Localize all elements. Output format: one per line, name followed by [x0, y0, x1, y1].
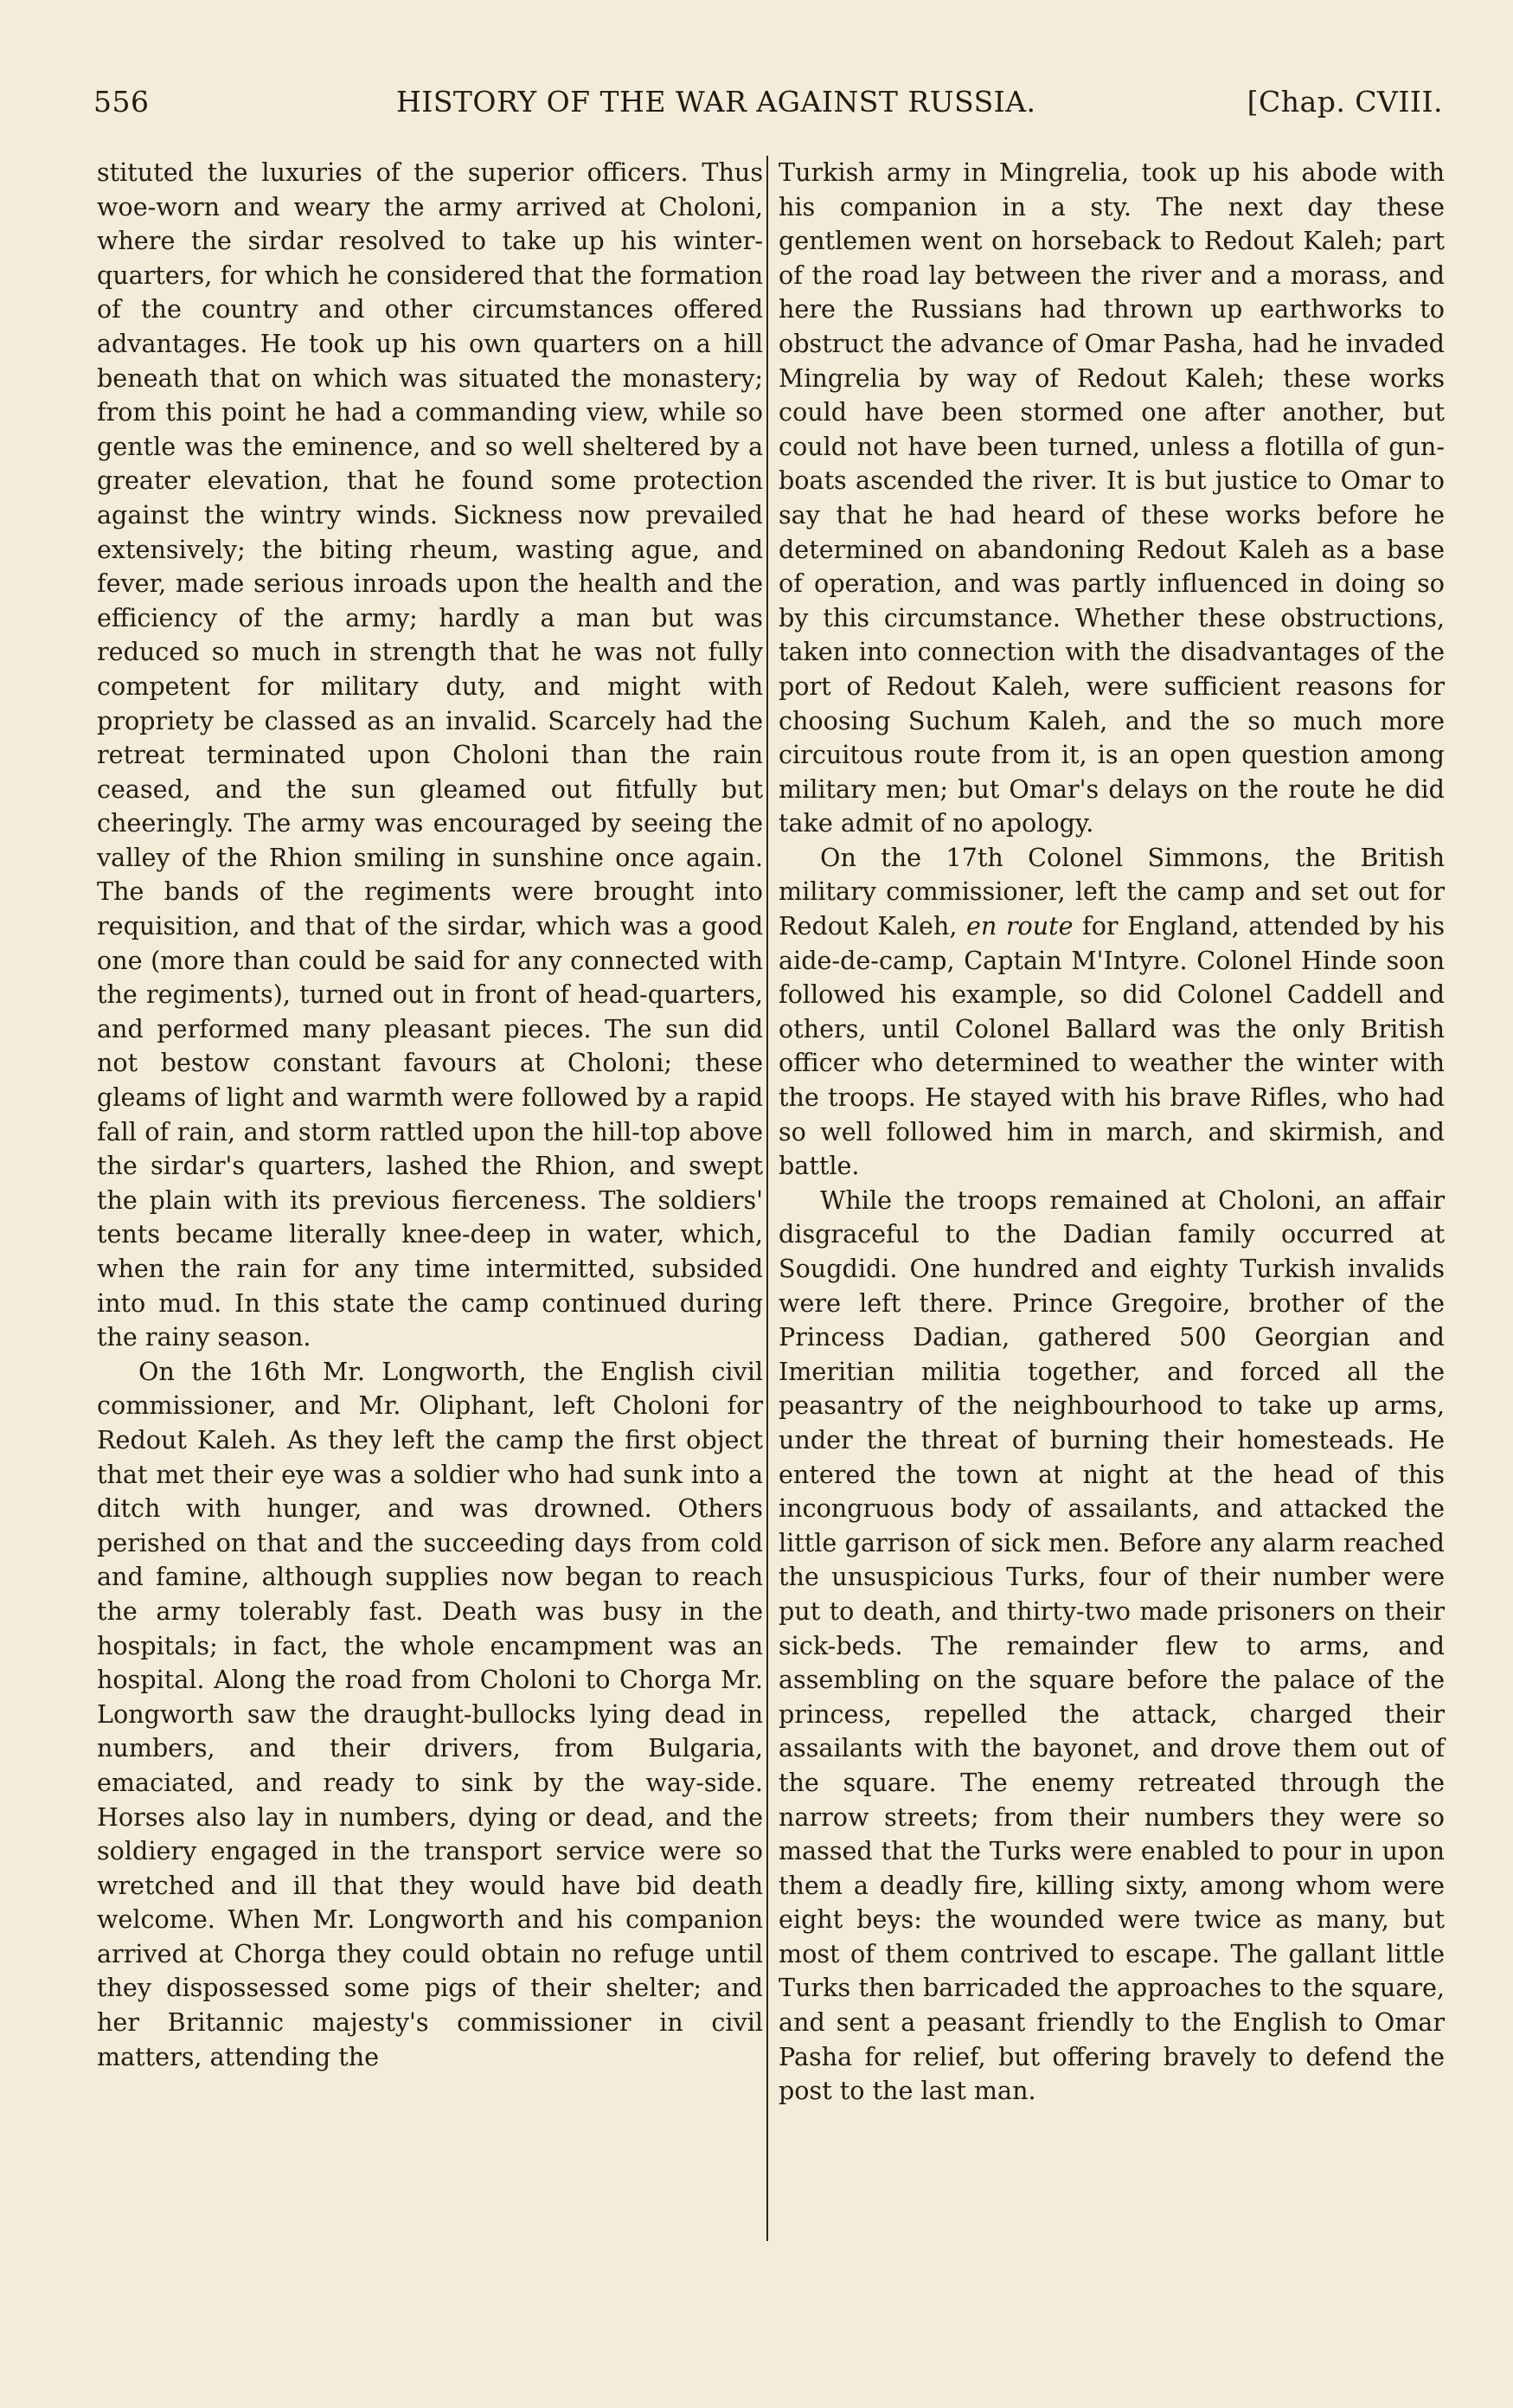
column-divider: [766, 156, 768, 2241]
chapter-label: [Chap. CVIII.: [1247, 85, 1443, 119]
italic-phrase: en route: [965, 911, 1074, 941]
running-title: HISTORY OF THE WAR AGAINST RUSSIA.: [396, 85, 1036, 119]
text-run: On the 17th Colonel Simmons, the British military commissioner, left the camp and set out for Redout Kaleh,: [779, 842, 1445, 941]
left-column: [97, 156, 763, 2074]
text-run: for England, attended by his aide-de-camp, Captain M'Intyre. Colonel Hinde soon followed his example, so did Colonel Caddell and others, until Colonel Ballard was the only British officer who determined to weather the winter with the troops. He stayed with his brave Rifles, who had so well followed him in march, and skirmish, and battle.: [779, 911, 1445, 1181]
running-header: [93, 85, 1443, 128]
page-number: 556: [93, 85, 150, 119]
paragraph: stituted the luxuries of the superior officers. Thus woe-worn and weary the army arrived at Choloni, where the sirdar resolved to take up his winter-quarters, for which he considered that the formation of the country and other circumstances offered advantages. He took up his own quarters on a hill beneath that on which was situated the monastery; from this point he had a commanding view, while so gentle was the eminence, and so well sheltered by a greater elevation, that he found some protection against the wintry winds. Sickness now prevailed extensively; the biting rheum, wasting ague, and fever, made serious inroads upon the health and the efficiency of the army; hardly a man but was reduced so much in strength that he was not fully competent for military duty, and might with propriety be classed as an invalid. Scarcely had the retreat terminated upon Choloni than the rain ceased, and the sun gleamed out fitfully but cheeringly. The army was encouraged by seeing the valley of the Rhion smiling in sunshine once again. The bands of the regiments were brought into requisition, and that of the sirdar, which was a good one (more than could be said for any connected with the regiments), turned out in front of head-quarters, and performed many pleasant pieces. The sun did not bestow constant favours at Choloni; these gleams of light and warmth were followed by a rapid fall of rain, and storm rattled upon the hill-top above the sirdar's quarters, lashed the Rhion, and swept the plain with its previous fierceness. The soldiers' tents became literally knee-deep in water, which, when the rain for any time intermitted, subsided into mud. In this state the camp continued during the rainy season.: [97, 157, 763, 1352]
paragraph: [779, 841, 1445, 1184]
paragraph: On the 16th Mr. Longworth, the English civil commissioner, and Mr. Oliphant, left Choloni for Redout Kaleh. As they left the camp the first object that met their eye was a soldier who had sunk into a ditch with hunger, and was drowned. Others perished on that and the succeeding days from cold and famine, although supplies now began to reach the army tolerably fast. Death was busy in the hospitals; in fact, the whole encampment was an hospital. Along the road from Choloni to Chorga Mr. Longworth saw the draught-bullocks lying dead in numbers, and their drivers, from Bulgaria, emaciated, and ready to sink by the way-side. Horses also lay in numbers, dying or dead, and the soldiery engaged in the transport service were so wretched and ill that they would have bid death welcome. When Mr. Longworth and his companion arrived at Chorga they could obtain no refuge until they dispossessed some pigs of their shelter; and her Britannic majesty's commissioner in civil matters, attending the: [97, 1356, 763, 2071]
paragraph: Turkish army in Mingrelia, took up his abode with his companion in a sty. The next day these gentlemen went on horseback to Redout Kaleh; part of the road lay between the river and a morass, and here the Russians had thrown up earthworks to obstruct the advance of Omar Pasha, had he invaded Mingrelia by way of Redout Kaleh; these works could have been stormed one after another, but could not have been turned, unless a flotilla of gun-boats ascended the river. It is but justice to Omar to say that he had heard of these works before he determined on abandoning Redout Kaleh as a base of operation, and was partly influenced in doing so by this circumstance. Whether these obstructions, taken into connection with the disadvantages of the port of Redout Kaleh, were sufficient reasons for choosing Suchum Kaleh, and the so much more circuitous route from it, is an open question among military men; but Omar's delays on the route he did take admit of no apology.: [779, 157, 1445, 838]
paragraph: While the troops remained at Choloni, an affair disgraceful to the Dadian family occurred at Sougdidi. One hundred and eighty Turkish invalids were left there. Prince Gregoire, brother of the Princess Dadian, gathered 500 Georgian and Imeritian militia together, and forced all the peasantry of the neighbourhood to take up arms, under the threat of burning their homesteads. He entered the town at night at the head of this incongruous body of assailants, and attacked the little garrison of sick men. Before any alarm reached the unsuspicious Turks, four of their number were put to death, and thirty-two made prisoners on their sick-beds. The remainder flew to arms, and assembling on the square before the palace of the princess, repelled the attack, charged their assailants with the bayonet, and drove them out of the square. The enemy retreated through the narrow streets; from their numbers they were so massed that the Turks were enabled to pour in upon them a deadly fire, killing sixty, among whom were eight beys: the wounded were twice as many, but most of them contrived to escape. The gallant little Turks then barricaded the approaches to the square, and sent a peasant friendly to the English to Omar Pasha for relief, but offering bravely to defend the post to the last man.: [779, 1185, 1445, 2106]
right-column: [779, 156, 1445, 2109]
